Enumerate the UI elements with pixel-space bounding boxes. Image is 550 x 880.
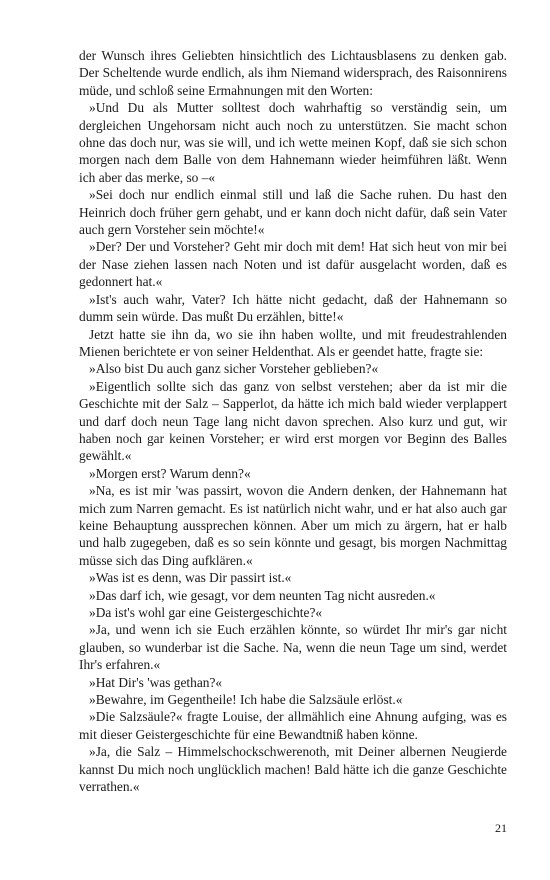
page-body — [79, 47, 507, 795]
paragraph: »Das darf ich, wie gesagt, vor dem neunten Tag nicht ausreden.« — [89, 587, 436, 603]
paragraph: »Die Salzsäule?« fragte Louise, der allmählich eine Ahnung aufging, was es mit dieser Geistergeschichte für eine Bewandtniß haben könne. — [79, 709, 507, 742]
paragraph: »Hat Dir's 'was gethan?« — [89, 674, 223, 690]
paragraph: »Ja, die Salz – Himmelschockschwerenoth, mit Deiner albernen Neugierde kannst Du mich noch unglücklich machen! Bald hätte ich die ganze Geschichte verrathen.« — [79, 744, 507, 795]
paragraph: »Also bist Du auch ganz sicher Vorsteher geblieben?« — [89, 361, 379, 377]
paragraph: »Eigentlich sollte sich das ganz von selbst verstehen; aber da ist mir die Geschichte mit der Salz – Sapperlot, da hätte ich mich bald wieder verplappert und darf doch neun Tage lang nicht davon sprechen. Also kurz und gut, wir haben noch gar keinen Vorsteher; er wird erst morgen vor Beginn des Balles gewählt.« — [79, 378, 507, 464]
paragraph: »Ja, und wenn ich sie Euch erzählen könnte, so würdet Ihr mir's gar nicht glauben, so wunderbar ist die Sache. Na, wenn die neun Tage um sind, werdet Ihr's erfahren.« — [79, 622, 507, 673]
paragraph: »Der? Der und Vorsteher? Geht mir doch mit dem! Hat sich heut von mir bei der Nase ziehen lassen nach Noten und ist dafür ausgelacht worden, daß es gedonnert hat.« — [79, 239, 507, 290]
paragraph: »Und Du als Mutter solltest doch wahrhaftig so verständig sein, um dergleichen Ungehorsam nicht auch noch zu unterstützen. Sie macht schon ohne das doch nur, was sie will, und ich wette meinen Kopf, daß sie sich schon morgen nach dem Balle von dem Hahnemann wieder heimführen läßt. Wenn ich aber das merke, so –« — [79, 100, 507, 185]
paragraph: »Sei doch nur endlich einmal still und laß die Sache ruhen. Du hast den Heinrich doch früher gern gehabt, und er kann doch nicht dafür, daß sein Vater auch gern Vorsteher sein möchte!« — [79, 187, 507, 238]
paragraph: »Was ist es denn, was Dir passirt ist.« — [89, 570, 292, 586]
paragraph: »Da ist's wohl gar eine Geistergeschichte?« — [89, 605, 323, 620]
paragraph: »Na, es ist mir 'was passirt, wovon die Andern denken, der Hahnemann hat mich zum Narren gemacht. Es ist natürlich nicht wahr, und er hat also auch gar keine Behauptung aussprechen können. Aber um mich zu ärgern, hat er halb und halb zugegeben, daß es so sein könnte und gesagt, bis morgen Nachmittag müsse sich das Ding aufklären.« — [79, 483, 507, 568]
paragraph: »Ist's auch wahr, Vater? Ich hätte nicht gedacht, daß der Hahnemann so dumm sein würde. Das mußt Du erzählen, bitte!« — [79, 291, 507, 325]
page-number: 21 — [495, 821, 507, 835]
paragraph: Jetzt hatte sie ihn da, wo sie ihn haben wollte, und mit freudestrahlenden Mienen berichtete er von seiner Heldenthat. Als er geendet hatte, fragte sie: — [79, 326, 507, 359]
paragraph: »Morgen erst? Warum denn?« — [89, 465, 251, 481]
paragraph: »Bewahre, im Gegentheile! Ich habe die Salzsäule erlöst.« — [89, 692, 403, 708]
paragraph: der Wunsch ihres Geliebten hinsichtlich des Lichtausblasens zu denken gab. Der Scheltende wurde endlich, als ihm Niemand widersprach, des Raisonnirens müde, und schloß seine Ermahnungen mit den Worten: — [79, 48, 507, 98]
